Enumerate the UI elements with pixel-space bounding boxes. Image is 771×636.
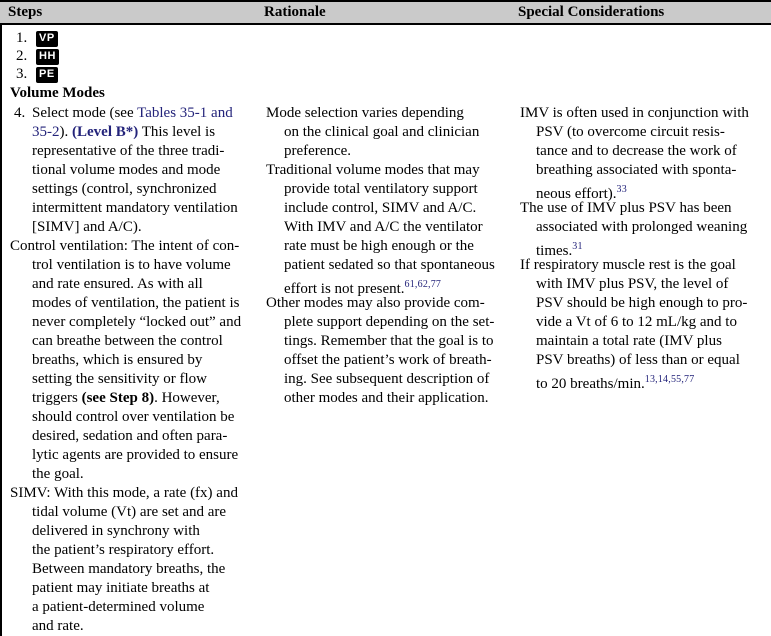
text-segment: a patient-determined volume	[32, 599, 205, 615]
text-segment: never completely “locked out” and	[32, 314, 242, 330]
text-line	[536, 180, 771, 202]
list-number: 1.	[16, 30, 28, 46]
paragraph	[520, 199, 771, 259]
text-segment: trol ventilation is to have volume	[32, 257, 231, 273]
text-line	[284, 313, 512, 332]
text-segment: plete support depending on the set-	[284, 314, 495, 330]
text-segment: ing. See subsequent description of	[284, 371, 490, 387]
text-line	[536, 313, 771, 332]
text-line	[536, 218, 771, 237]
list-number: 4.	[14, 105, 26, 121]
text-line	[32, 427, 258, 446]
text-segment: and rate ensured. As with all	[32, 276, 203, 292]
text-line	[284, 218, 512, 237]
text-line	[32, 503, 258, 522]
citation-reference[interactable]: 31	[572, 241, 583, 252]
text-line	[284, 256, 512, 275]
text-segment: effort is not present.	[284, 281, 405, 297]
text-line	[536, 332, 771, 351]
text-line	[32, 560, 258, 579]
text-line	[266, 294, 512, 313]
text-line	[284, 123, 512, 142]
intervention-badge: HH	[36, 49, 59, 65]
text-segment: to 20 breaths/min.	[536, 376, 645, 392]
text-line	[536, 351, 771, 370]
text-line	[32, 142, 258, 161]
text-line	[32, 522, 258, 541]
text-line	[536, 294, 771, 313]
text-segment: patient sedated so that spontaneous	[284, 257, 495, 273]
text-segment: other modes and their application.	[284, 390, 489, 406]
text-line	[32, 313, 258, 332]
list-item	[10, 65, 258, 83]
text-line	[32, 256, 258, 275]
text-segment: PSV should be high enough to pro-	[536, 295, 748, 311]
paragraph	[520, 104, 771, 202]
text-segment: tional volume modes and mode	[32, 162, 221, 178]
text-line	[32, 465, 258, 484]
text-segment: Control ventilation: The intent of con-	[10, 238, 240, 254]
text-line	[284, 180, 512, 199]
text-line	[32, 275, 258, 294]
intervention-badge: VP	[36, 31, 58, 47]
text-line	[32, 161, 258, 180]
text-segment: neous effort).	[536, 186, 617, 202]
text-segment: tance and to decrease the work of	[536, 143, 737, 159]
list-item	[10, 47, 258, 65]
text-line	[32, 199, 258, 218]
text-segment: setting the sensitivity or flow	[32, 371, 207, 387]
steps-column	[2, 25, 258, 636]
cross-reference-link[interactable]: 35-2	[32, 124, 60, 140]
text-line	[32, 617, 258, 636]
text-line	[536, 370, 771, 392]
text-line	[32, 294, 258, 313]
paragraph	[520, 256, 771, 392]
text-line	[284, 332, 512, 351]
text-segment: delivered in synchrony with	[32, 523, 200, 539]
text-segment: Traditional volume modes that may	[266, 162, 480, 178]
text-segment: times.	[536, 243, 573, 259]
text-segment: vide a Vt of 6 to 12 mL/kg and to	[536, 314, 737, 330]
text-segment: The use of IMV plus PSV has been	[520, 200, 732, 216]
text-segment: Other modes may also provide com-	[266, 295, 485, 311]
text-segment: . However,	[154, 390, 220, 406]
text-line	[536, 237, 771, 259]
text-segment: [SIMV] and A/C).	[32, 219, 142, 235]
text-segment: should control over ventilation be	[32, 409, 235, 425]
text-segment: PSV breaths) of less than or equal	[536, 352, 740, 368]
text-line	[520, 199, 771, 218]
text-segment: Mode selection varies depending	[266, 105, 464, 121]
text-line	[32, 408, 258, 427]
text-segment: Select mode (see	[32, 105, 138, 121]
text-segment: with IMV plus PSV, the level of	[536, 276, 729, 292]
text-segment: provide total ventilatory support	[284, 181, 478, 197]
text-segment: lytic agents are provided to ensure	[32, 447, 239, 463]
text-segment: breaths, which is ensured by	[32, 352, 203, 368]
text-line	[266, 161, 512, 180]
table-header-row	[0, 0, 771, 25]
text-segment: intermittent mandatory ventilation	[32, 200, 238, 216]
paragraph	[266, 161, 512, 297]
text-line	[32, 218, 258, 237]
text-line	[266, 104, 512, 123]
text-line	[284, 199, 512, 218]
text-line	[32, 446, 258, 465]
text-line	[536, 275, 771, 294]
text-segment: settings (control, synchronized	[32, 181, 217, 197]
text-segment: PSV (to overcome circuit resis-	[536, 124, 725, 140]
text-segment: breathing associated with sponta-	[536, 162, 737, 178]
text-segment: tings. Remember that the goal is to	[284, 333, 494, 349]
text-line	[536, 142, 771, 161]
bold-text: (see Step 8)	[81, 390, 155, 406]
text-segment: If respiratory muscle rest is the goal	[520, 257, 736, 273]
text-segment: SIMV: With this mode, a rate (fx) and	[10, 485, 238, 501]
text-segment: associated with prolonged weaning	[536, 219, 748, 235]
text-line	[284, 142, 512, 161]
citation-reference[interactable]: 13,14,55,77	[644, 374, 695, 385]
table-body	[0, 25, 771, 636]
text-line	[32, 598, 258, 617]
text-line	[284, 389, 512, 408]
text-segment: IMV is often used in conjunction with	[520, 105, 749, 121]
paragraph	[266, 104, 512, 161]
list-number: 2.	[16, 48, 28, 64]
section-heading: Volume Modes	[10, 85, 105, 101]
cross-reference-link[interactable]: Tables 35-1 and	[137, 105, 233, 121]
paragraph	[266, 294, 512, 408]
rationale-column	[258, 25, 512, 408]
special-considerations-column	[512, 25, 771, 392]
text-line	[32, 332, 258, 351]
text-segment: modes of ventilation, the patient is	[32, 295, 240, 311]
text-line	[284, 370, 512, 389]
paragraph	[10, 237, 258, 484]
text-segment: rate must be high enough or the	[284, 238, 474, 254]
text-segment: and rate.	[32, 618, 84, 634]
text-segment: representative of the three tradi-	[32, 143, 225, 159]
text-segment: the goal.	[32, 466, 84, 482]
text-line	[32, 351, 258, 370]
text-segment: include control, SIMV and A/C.	[284, 200, 477, 216]
text-line	[536, 161, 771, 180]
text-segment: triggers	[32, 390, 82, 406]
text-segment: on the clinical goal and clinician	[284, 124, 480, 140]
paragraph	[10, 484, 258, 636]
text-segment: This level is	[138, 124, 216, 140]
text-line	[32, 180, 258, 199]
text-segment: ).	[59, 124, 72, 140]
text-line	[284, 275, 512, 297]
text-line	[10, 484, 258, 503]
text-line	[520, 256, 771, 275]
text-segment: With IMV and A/C the ventilator	[284, 219, 483, 235]
text-line	[520, 104, 771, 123]
text-line	[32, 579, 258, 598]
citation-reference[interactable]: 61,62,77	[404, 279, 442, 290]
text-segment: preference.	[284, 143, 352, 159]
citation-reference[interactable]: 33	[616, 184, 627, 195]
text-segment: can breathe between the control	[32, 333, 223, 349]
list-number: 3.	[16, 66, 28, 82]
text-segment: patient may initiate breaths at	[32, 580, 210, 596]
paragraph	[10, 104, 258, 237]
evidence-level-label: (Level B*)	[72, 124, 139, 140]
list-item	[10, 29, 258, 47]
text-segment: Between mandatory breaths, the	[32, 561, 226, 577]
text-segment: maintain a total rate (IMV plus	[536, 333, 722, 349]
column-header-steps: Steps	[8, 4, 43, 20]
text-line	[32, 541, 258, 560]
column-header-special-considerations: Special Considerations	[518, 4, 665, 20]
text-line	[284, 237, 512, 256]
text-segment: offset the patient’s work of breath-	[284, 352, 492, 368]
text-segment: desired, sedation and often para-	[32, 428, 228, 444]
text-line	[284, 351, 512, 370]
text-line	[32, 370, 258, 389]
text-segment: tidal volume (Vt) are set and are	[32, 504, 227, 520]
column-header-rationale: Rationale	[264, 4, 326, 20]
text-line	[32, 389, 258, 408]
text-segment: the patient’s respiratory effort.	[32, 542, 215, 558]
text-line	[10, 104, 258, 123]
text-line	[10, 237, 258, 256]
text-line	[32, 123, 258, 142]
intervention-badge: PE	[36, 67, 58, 83]
text-line	[536, 123, 771, 142]
